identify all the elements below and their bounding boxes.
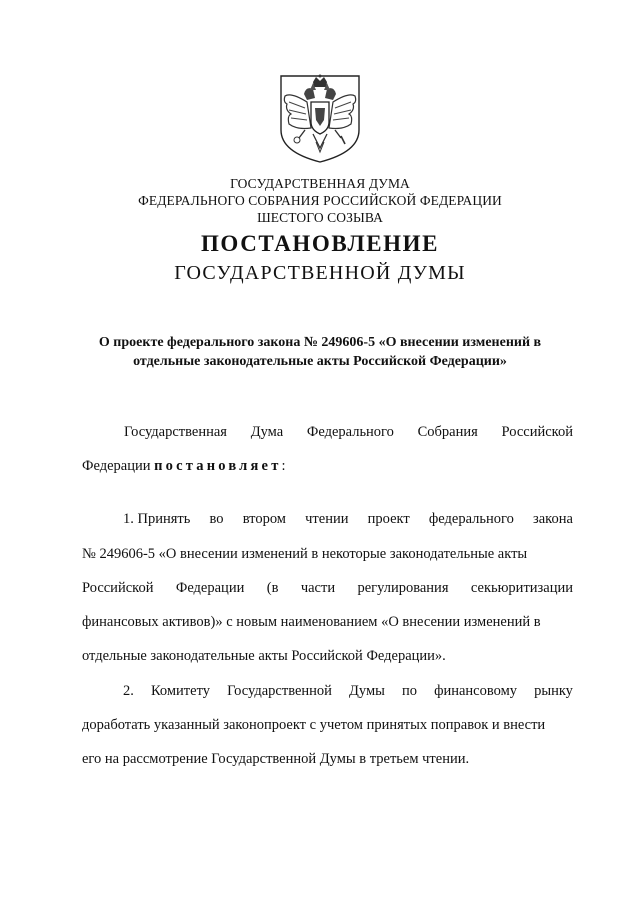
para2-word: 2. [123,683,134,699]
para1-word: закона [533,511,573,527]
document-title: ПОСТАНОВЛЕНИЕ [200,231,440,256]
document-subtitle: ГОСУДАРСТВЕННОЙ ДУМЫ [174,262,466,284]
header-parliament: ФЕДЕРАЛЬНОГО СОБРАНИЯ РОССИЙСКОЙ ФЕДЕРАЦИИ [138,193,502,208]
para1-word: 1. Принять [123,511,191,527]
resolution-verb: постановляет [154,458,282,474]
para2-line-1 [123,683,573,700]
para1-word: чтении [305,511,349,527]
para2-word: Государственной [227,683,332,699]
para1-line-4: финансовых активов)» с новым наименованием «О внесении изменений в [82,614,541,630]
preamble-line-1 [124,424,573,441]
para1-word: регулирования [357,580,449,596]
para1-word: Российской [82,580,154,596]
para1-word: секьюритизации [470,580,573,596]
para1-word: федерального [428,511,514,527]
para2-line-2: доработать указанный законопроект с учетом принятых поправок и внести [82,717,546,733]
para2-word: рынку [534,683,573,699]
preamble-word: Федерации [82,458,151,474]
subject-line-1: О проекте федерального закона № 249606-5 «О внесении изменений в [98,335,542,350]
preamble-word: Государственная [124,424,227,440]
coat-of-arms-emblem [277,72,363,164]
para1-line-1 [123,511,573,528]
para1-word: (в [266,580,279,596]
para2-word: по [401,683,417,699]
para2-line-3: его на рассмотрение Государственной Думы в третьем чтении. [82,751,470,767]
preamble-word: Российской [501,424,573,440]
para1-word: Федерации [175,580,245,596]
para2-word: Комитету [150,683,210,699]
preamble-word: Дума [250,424,284,440]
para2-word: финансовому [434,683,518,699]
para2-word: Думы [349,683,385,699]
preamble-word: Собрания [417,424,478,440]
para1-word: части [300,580,336,596]
para1-line-5: отдельные законодательные акты Российской Федерации». [82,648,446,664]
para1-line-3 [82,580,573,597]
para1-word: проект [367,511,410,527]
subject-line-2: отдельные законодательные акты Российской Федерации» [133,354,507,369]
preamble-line-2 [82,458,286,475]
para1-word: во [209,511,224,527]
para1-line-2: № 249606-5 «О внесении изменений в некоторые законодательные акты [82,546,528,562]
para1-word: втором [242,511,286,527]
preamble-colon: : [281,458,286,474]
header-organization: ГОСУДАРСТВЕННАЯ ДУМА [230,176,410,191]
header-convocation: ШЕСТОГО СОЗЫВА [257,210,383,225]
preamble-word: Федерального [306,424,394,440]
